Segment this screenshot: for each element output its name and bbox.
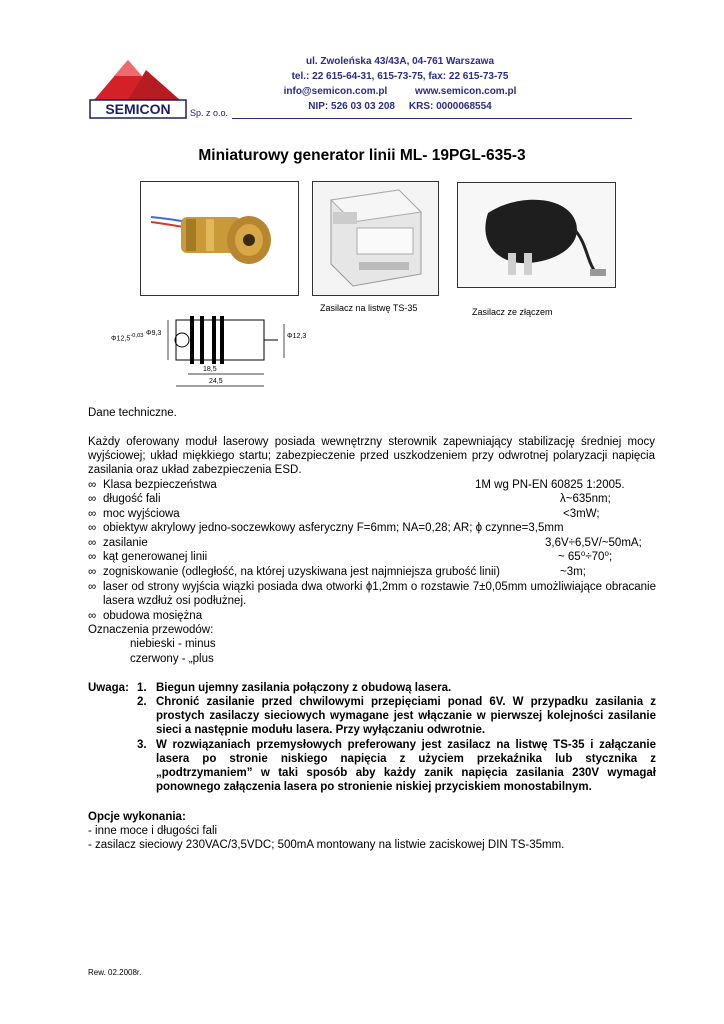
- wire-red: czerwony - „plus: [130, 653, 214, 665]
- note-text: Biegun ujemny zasilania połączony z obudową lasera.: [156, 682, 452, 694]
- plug-supply-photo: [457, 182, 616, 288]
- header-address: ul. Zwoleńska 43/43A, 04-761 Warszawa: [305, 56, 495, 67]
- note-text: W rozwiązaniach przemysłowych preferowany jest zasilacz na listwę TS-35 i załączanie lasera po stronie niskiego napięcia z użyciem przekaźnika lub stycznika z „podtrzymaniem” w taki sposób aby każdy zanik napięcia zasilania 230V wymagał ponownego załączenia lasera po stronienie niskiej przyciskiem monostabilnym.: [156, 739, 656, 793]
- header-rule: [232, 118, 632, 119]
- svg-text:SEMICON: SEMICON: [105, 101, 171, 117]
- caption-plug-supply: Zasilacz ze złączem: [472, 307, 553, 317]
- dim-length-2: 24,5: [209, 378, 223, 385]
- tech-heading: Dane techniczne.: [88, 407, 177, 419]
- caption-din-supply: Zasilacz na listwę TS-35: [320, 303, 418, 313]
- header-email-web[interactable]: info@semicon.com.pl www.semicon.com.pl: [283, 86, 517, 97]
- dim-outer-diameter: $\Phi 12,5^{-0,03}$: [111, 333, 144, 343]
- note-num: 1.: [137, 682, 147, 694]
- option-item: - zasilacz sieciowy 230VAC/3,5VDC; 500mA montowany na listwie zaciskowej DIN TS-35mm.: [88, 839, 565, 851]
- wires-heading: Oznaczenia przewodów:: [88, 624, 214, 636]
- dim-length-1: 18,5: [203, 366, 217, 373]
- revision-footer: Rew. 02.2008r.: [88, 968, 142, 977]
- laser-module-photo: [140, 181, 299, 296]
- header-ids: NIP: 526 03 03 208 KRS: 0000068554: [308, 101, 492, 112]
- page-title: Miniaturowy generator linii ML- 19PGL-635-3: [198, 147, 526, 164]
- note-num: 2.: [137, 696, 147, 708]
- options-heading: Opcje wykonania:: [88, 811, 186, 823]
- svg-text:Sp. z o.o.: Sp. z o.o.: [190, 108, 229, 118]
- option-item: - inne moce i długości fali: [88, 825, 218, 837]
- dim-inner-diameter: Φ9,3: [146, 330, 162, 337]
- intro-paragraph: Każdy oferowany moduł laserowy posiada wewnętrzny sterownik zapewniający stabilizację średniej mocy wyjściowej; układ miękkiego startu; zabezpieczenie przed uszkodzeniem przy odwrotnej polaryzacji napięcia zasilania oraz układ zabezpieczenia ESD.: [88, 436, 655, 476]
- notes-label: Uwaga:: [88, 682, 129, 694]
- header-phone: tel.: 22 615-64-31, 615-73-75, fax: 22 615-73-75: [291, 71, 509, 82]
- note-text: Chronić zasilanie przed chwilowymi przepięciami ponad 6V. W przypadku zasilania z prostych zasilaczy sieciowych wymagane jest włączanie w pierwszej kolejności zasilanie sieci a następnie modułu lasera. Przy wyłączaniu odwrotnie.: [156, 696, 656, 736]
- note-num: 3.: [137, 739, 147, 751]
- din-supply-photo: [312, 181, 439, 296]
- semicon-logo: [88, 58, 238, 124]
- wire-blue: niebieski - minus: [130, 638, 216, 650]
- dim-right-diameter: Φ12,3: [287, 333, 307, 340]
